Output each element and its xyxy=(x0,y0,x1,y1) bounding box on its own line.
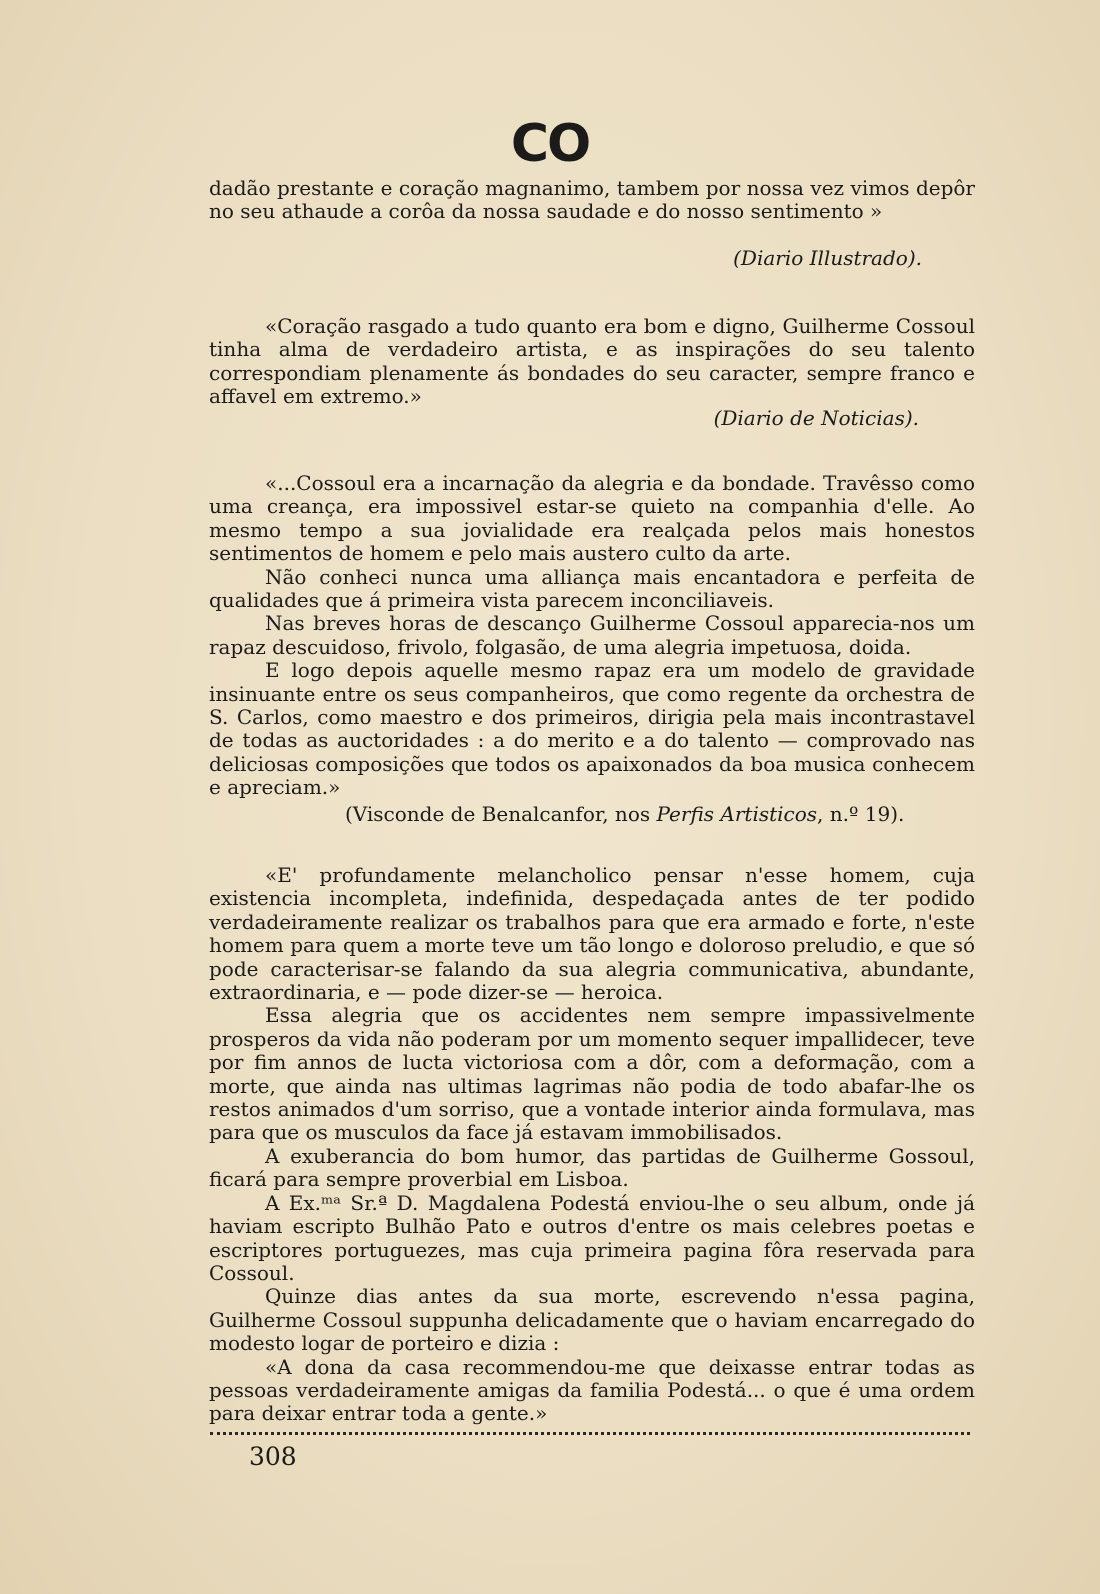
section-header-glyph: CO xyxy=(510,114,590,174)
block-2 xyxy=(209,315,975,409)
dotted-rule xyxy=(210,1432,970,1435)
paragraph: «Coração rasgado a tudo quanto era bom e digno, Guilherme Cossoul tinha alma de verdadeiro artista, e as inspirações do seu talento correspondiam plenamente ás bondades do seu caracter, sempre franco e affavel em extremo.» xyxy=(209,314,975,409)
citation-author: (Visconde de Benalcanfor, nos xyxy=(345,802,657,826)
source-3 xyxy=(209,803,975,826)
paragraph: «E' profundamente melancholico pensar n'esse homem, cuja existencia incompleta, indefinida, despedaçada antes de ter podido verdadeiramente realizar os trabalhos para que era armado e forte, n'este homem para quem a morte teve um tão longo e doloroso preludio, e que só pode caracterisar-se falando da sua alegria communicativa, abundante, extraordinaria, e — pode dizer-se — heroica. xyxy=(209,863,975,1005)
paragraph: «A dona da casa recommendou-me que deixasse entrar todas as pessoas verdadeiramente amigas da familia Podestá... o que é uma ordem para deixar entrar toda a gente.» xyxy=(209,1354,975,1426)
citation: (Diario Illustrado). xyxy=(733,246,922,270)
paragraph: Essa alegria que os accidentes nem sempre impassivelmente prosperos da vida não poderam por um momento sequer impallidecer, teve por fim annos de lucta victoriosa com a dôr, com a deformação, com a morte, que ainda nas ultimas lagrimas não podia de todo abafar-lhe os restos animados d'um sorriso, que a vontade interior ainda formulava, mas para que os musculos da face já estavam immobilisados. xyxy=(209,1003,975,1145)
paragraph: Não conheci nunca uma alliança mais encantadora e perfeita de qualidades que á primeira vista parecem inconciliaveis. xyxy=(209,564,975,613)
source-2 xyxy=(209,407,975,430)
paragraph: E logo depois aquelle mesmo rapaz era um modelo de gravidade insinuante entre os seus companheiros, que como regente da orchestra de S. Carlos, como maestro e dos primeiros, dirigia pela mais incontrastavel de todas as auctoridades : a do merito e a do talento — comprovado nas deliciosas composições que todos os apaixonados da boa musica conhecem e apreciam.» xyxy=(209,658,975,800)
page-number: 308 xyxy=(249,1442,297,1471)
paragraph: A exuberancia do bom humor, das partidas de Guilherme Gossoul, ficará para sempre proverbial em Lisboa. xyxy=(209,1143,975,1192)
citation xyxy=(209,803,975,826)
source-1 xyxy=(209,247,975,270)
paragraph: Quinze dias antes da sua morte, escrevendo n'essa pagina, Guilherme Cossoul suppunha delicadamente que o haviam encarregado do modesto logar de porteiro e dizia : xyxy=(209,1284,975,1356)
paragraph: Nas breves horas de descanço Guilherme Cossoul apparecia-nos um rapaz descuidoso, frivolo, folgasão, de uma alegria impetuosa, doida. xyxy=(209,611,975,659)
block-1 xyxy=(209,177,975,224)
citation-work-title: Perfis Artisticos xyxy=(656,802,818,826)
block-3 xyxy=(209,472,975,800)
paragraph: A Ex.ᵐᵃ Sr.ª D. Magdalena Podestá enviou-lhe o seu album, onde já haviam escripto Bulhão Pato e outros d'entre os mais celebres poetas e escriptores portuguezes, mas cuja primeira pagina fôra reservada para Cossoul. xyxy=(209,1190,975,1285)
paragraph: «...Cossoul era a incarnação da alegria e da bondade. Travêsso como uma creança, era impossivel estar-se quieto na companhia d'elle. Ao mesmo tempo a sua jovialidade era realçada pelos mais honestos sentimentos de homem e pelo mais austero culto da arte. xyxy=(209,471,975,566)
citation-number: , n.º 19). xyxy=(817,802,905,826)
block-4 xyxy=(209,864,975,1426)
citation: (Diario de Noticias). xyxy=(713,406,919,430)
paragraph: dadão prestante e coração magnanimo, tambem por nossa vez vimos depôr no seu athaude a corôa da nossa saudade e do nosso sentimento » xyxy=(209,176,975,224)
